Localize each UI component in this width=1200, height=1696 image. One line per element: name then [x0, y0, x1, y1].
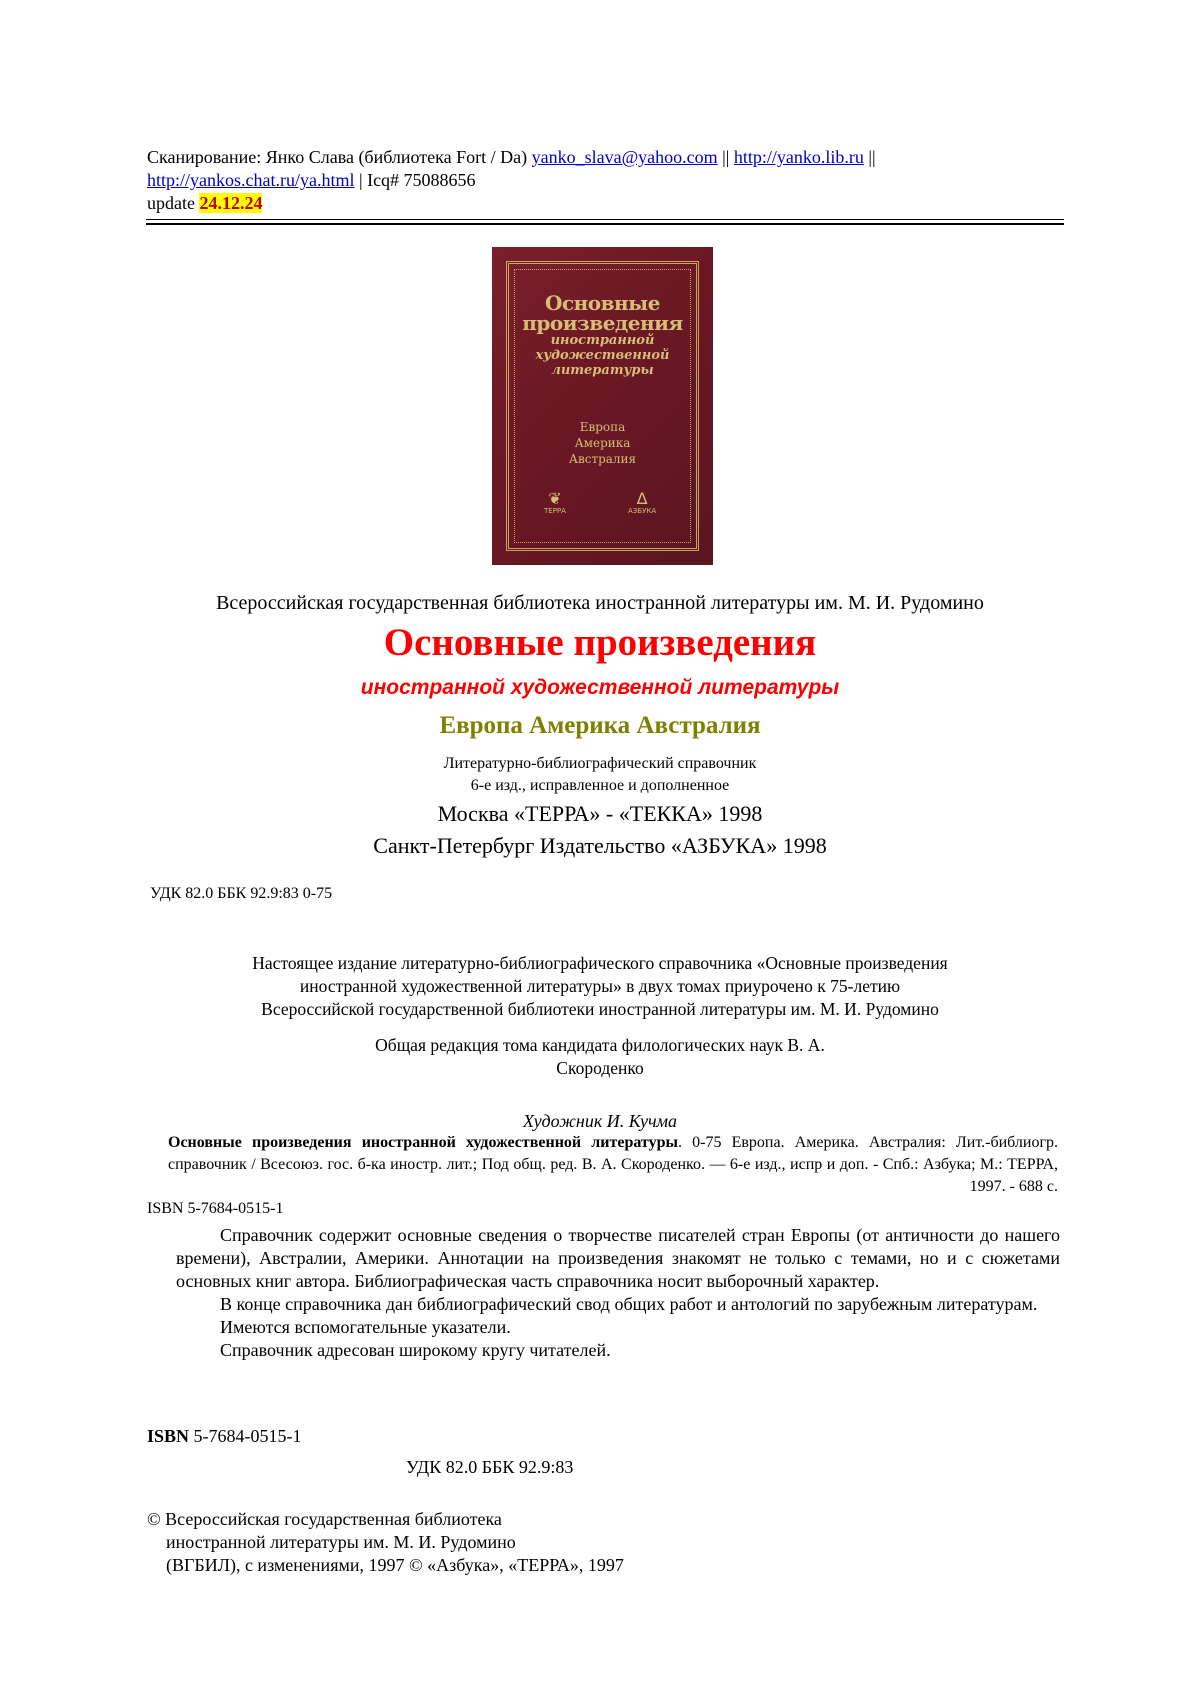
- dedication-line: Настоящее издание литературно-библиографического справочника «Основные произведения: [252, 953, 948, 973]
- terra-logo-icon: ❦: [548, 489, 562, 508]
- general-editor: [0, 1034, 1200, 1080]
- book-cover-image: [492, 247, 713, 565]
- edition-dedication: [0, 952, 1200, 1021]
- update-label: update: [147, 193, 195, 213]
- isbn-value: 5-7684-0515-1: [189, 1426, 302, 1446]
- cover-title: Основные произведения: [522, 291, 683, 335]
- dedication-line: иностранной художественной литературы» в двух томах приурочено к 75-летию: [299, 976, 901, 996]
- icq-number: | Icq# 75088656: [358, 170, 476, 190]
- copyright-line: иностранной литературы им. М. И. Рудомино: [166, 1532, 516, 1552]
- annotation-paragraph: Имеются вспомогательные указатели.: [220, 1317, 511, 1337]
- annotation-paragraph: Справочник адресован широкому кругу читателей.: [220, 1340, 611, 1360]
- regions-heading: Европа Америка Австралия: [439, 712, 761, 739]
- copyright-line: © Всероссийская государственная библиотека: [147, 1509, 502, 1529]
- udk-classification: УДК 82.0 ББК 92.9:83 0-75: [150, 885, 333, 902]
- annotation-paragraph: В конце справочника дан библиографический свод общих работ и антологий по зарубежным литературам.: [220, 1294, 1038, 1314]
- main-title: Основные произведения: [383, 621, 817, 664]
- editor-line: Скороденко: [556, 1058, 644, 1078]
- cover-subtitle-line: художественной: [535, 348, 670, 363]
- bibliographic-record: [168, 1132, 1058, 1198]
- dedication-line: Всероссийской государственной библиотеки иностранной литературы им. М. И. Рудомино: [261, 999, 939, 1019]
- library-name: Всероссийская государственная библиотека иностранной литературы им. М. И. Рудомино: [216, 592, 984, 614]
- record-details: . 0-75 Европа. Америка. Австралия: Лит.-библиогр. справочник / Всесоюз. гос. б-ка иностр. лит.; Под общ. ред. В. А. Скороденко. — 6-е изд., испр и доп. - Спб.: Азбука; М.: ТЕРРА, 1997. - 688 с.: [168, 1134, 1059, 1195]
- terra-logo-text: ТЕРРА: [544, 507, 566, 515]
- isbn-label: ISBN: [147, 1426, 190, 1446]
- subtitle: иностранной художественной литературы: [360, 676, 840, 699]
- artist-credit: Художник И. Кучма: [522, 1111, 678, 1131]
- update-date: 24.12.24: [199, 193, 263, 213]
- udk-footer: УДК 82.0 ББК 92.9:83: [406, 1457, 574, 1477]
- cover-region: Америка: [574, 436, 631, 450]
- cover-region: Европа: [579, 420, 626, 434]
- header-separator: ||: [722, 147, 730, 167]
- reference-type: Литературно-библиографический справочник: [443, 755, 757, 772]
- scan-credit: Сканирование: Янко Слава (библиотека Fort / Da): [147, 147, 528, 167]
- site-link-yankos[interactable]: http://yankos.chat.ru/ya.html: [147, 170, 355, 190]
- site-link-yanko[interactable]: http://yanko.lib.ru: [733, 147, 864, 167]
- cover-region: Австралия: [568, 452, 637, 466]
- azbuka-logo-text: АЗБУКА: [628, 507, 657, 515]
- header-divider: [146, 223, 1064, 225]
- annotation-paragraph: Справочник содержит основные сведения о творчестве писателей стран Европы (от античности до нашего времени), Австралии, Америки. Аннотации на произведения знакомят не только с темами, но и с сюжетами основных книг автора. Библиографическая часть справочника носит выборочный характер.: [176, 1225, 1060, 1291]
- publisher-moscow: Москва «ТЕРРА» - «ТЕККА» 1998: [437, 801, 763, 826]
- annotation: [176, 1224, 1060, 1362]
- cover-subtitle-line: литературы: [551, 363, 654, 378]
- cover-subtitle: [520, 333, 685, 378]
- copyright-notice: [147, 1508, 624, 1577]
- publisher-spb: Санкт-Петербург Издательство «АЗБУКА» 1998: [373, 833, 827, 858]
- copyright-line: (ВГБИЛ), с изменениями, 1997 © «Азбука», «ТЕРРА», 1997: [166, 1555, 624, 1575]
- record-title: Основные произведения иностранной художественной литературы: [168, 1134, 678, 1151]
- header-divider: [146, 219, 1064, 220]
- scan-header: [147, 146, 1064, 215]
- azbuka-logo-icon: Δ: [636, 489, 648, 508]
- email-link[interactable]: yanko_slava@yahoo.com: [531, 147, 718, 167]
- editor-line: Общая редакция тома кандидата филологических наук В. А.: [375, 1035, 825, 1055]
- cover-subtitle-line: иностранной: [550, 333, 655, 348]
- isbn-footer: [147, 1426, 302, 1447]
- header-separator: ||: [868, 147, 876, 167]
- isbn-number: ISBN 5-7684-0515-1: [147, 1200, 284, 1217]
- terra-logo: [544, 491, 566, 515]
- edition-note: 6-е изд., исправленное и дополненное: [470, 777, 730, 794]
- azbuka-logo: [628, 491, 656, 515]
- cover-regions: [520, 419, 685, 467]
